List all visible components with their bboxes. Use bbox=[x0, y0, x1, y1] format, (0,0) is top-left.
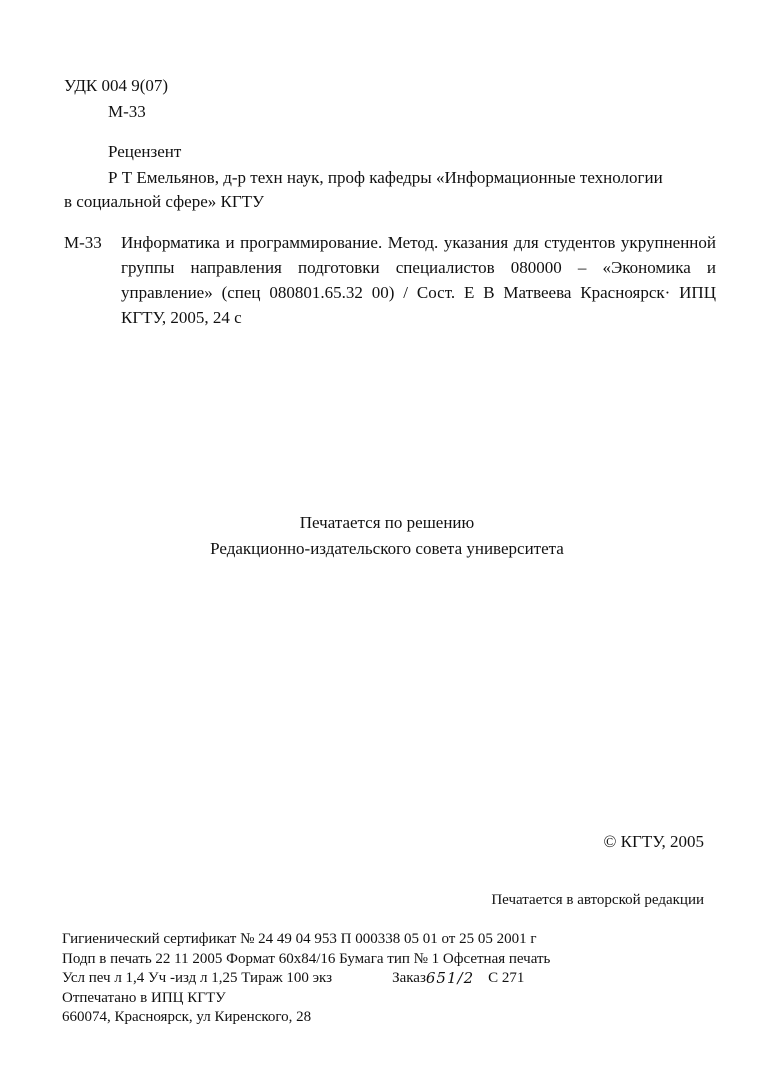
udk-code: УДК 004 9(07) bbox=[64, 76, 169, 95]
author-code: М-33 bbox=[108, 102, 146, 121]
bibliographic-record bbox=[64, 230, 716, 330]
edition-note: Печатается в авторской редакции bbox=[491, 892, 704, 908]
imprint-printed-at: Отпечатано в ИПЦ КГТУ bbox=[62, 989, 226, 1006]
order-number-handwritten: 651/2 bbox=[425, 969, 475, 987]
imprint-certificate: Гигиенический сертификат № 24 49 04 953 П 000338 05 01 от 25 05 2001 г bbox=[62, 931, 537, 947]
imprint-address: 660074, Красноярск, ул Киренского, 28 bbox=[62, 1009, 312, 1025]
imprint-block bbox=[62, 930, 550, 1028]
copyright: © КГТУ, 2005 bbox=[603, 832, 704, 851]
imprint-volume: Усл печ л 1,4 Уч -изд л 1,25 Тираж 100 экз bbox=[62, 970, 333, 986]
order-label: Заказ bbox=[392, 970, 426, 986]
reviewer-line-2: в социальной сфере» КГТУ bbox=[64, 192, 265, 211]
printed-decision-line-2: Редакционно-издательского совета университета bbox=[210, 539, 564, 558]
reviewer-line-1: Р Т Емельянов, д-р техн наук, проф кафедры «Информационные технологии bbox=[108, 168, 663, 187]
bibliographic-code: М-33 bbox=[64, 233, 102, 252]
imprint-print-details: Подп в печать 22 11 2005 Формат 60х84/16 Бумага тип № 1 Офсетная печать bbox=[62, 950, 551, 967]
imprint-volume-line bbox=[62, 969, 550, 989]
reviewer-label: Рецензент bbox=[108, 142, 182, 161]
printed-decision-line-1: Печатается по решению bbox=[299, 513, 475, 532]
order-page: С 271 bbox=[488, 970, 525, 986]
bibliographic-text: Информатика и программирование. Метод. указания для студентов укрупненной группы направления подготовки специалистов 080000 – «Экономика и управление» (спец 080801.65.32 00) / Сост. Е В Матвеева Красноярск· ИПЦ КГТУ, 2005, 24 с bbox=[121, 233, 716, 327]
